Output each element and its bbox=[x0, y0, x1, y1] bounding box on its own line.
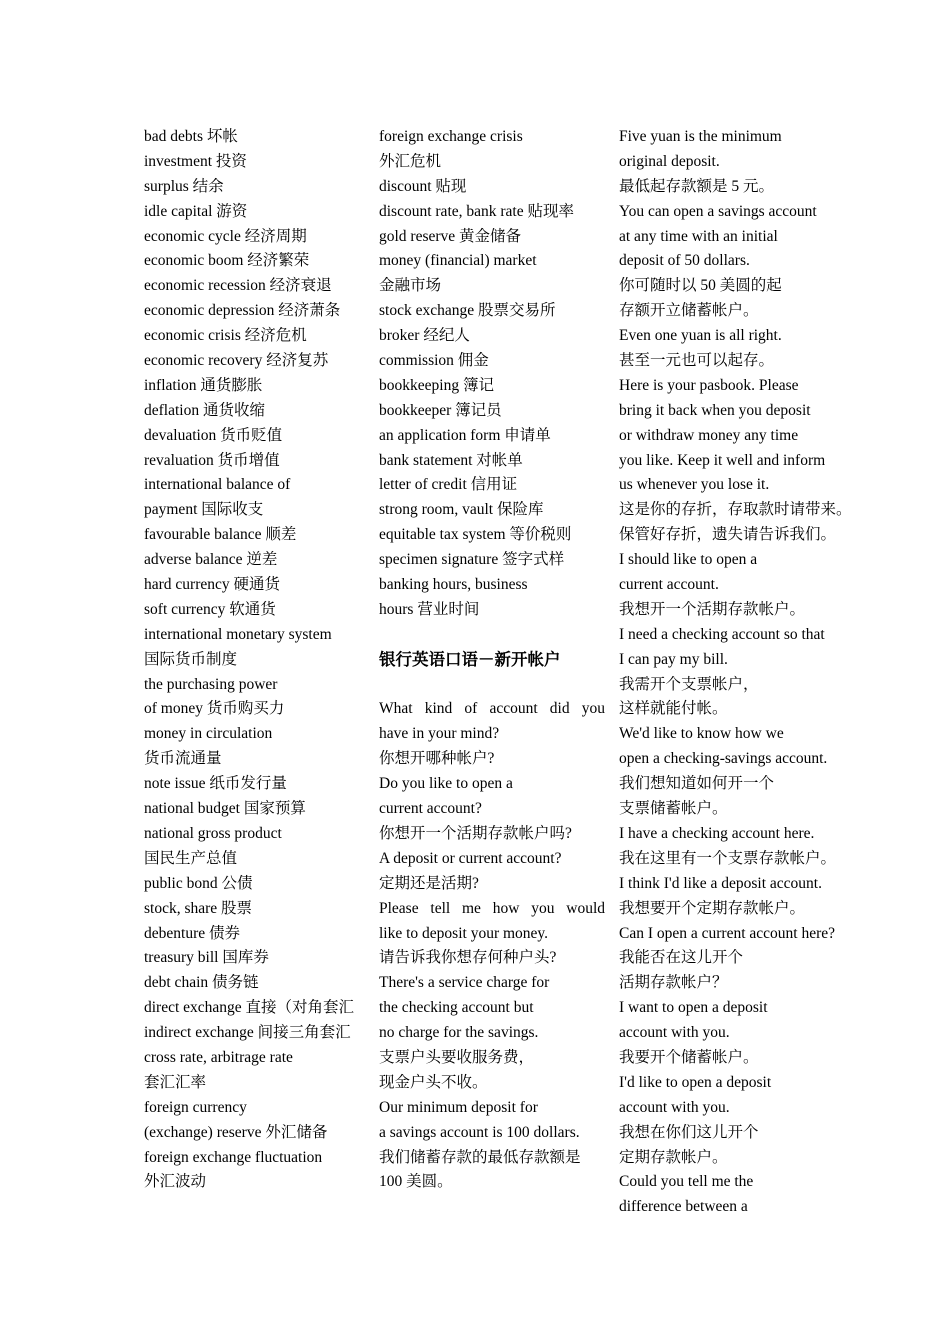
dialogue-line: deposit of 50 dollars. bbox=[619, 252, 750, 270]
dialogue-line: I need a checking account so that bbox=[619, 625, 825, 643]
dialogue-line: no charge for the savings. bbox=[379, 1024, 539, 1042]
glossary-entry: payment 国际收支 bbox=[144, 501, 264, 519]
dialogue-line: 我能否在这儿开个 bbox=[619, 949, 744, 967]
glossary-entry: 国民生产总值 bbox=[144, 849, 238, 867]
glossary-entry: foreign exchange fluctuation bbox=[144, 1148, 323, 1166]
glossary-entry: national gross product bbox=[144, 824, 282, 842]
dialogue-line: I should like to open a bbox=[619, 551, 758, 569]
dialogue-line: the checking account but bbox=[379, 999, 534, 1017]
glossary-entry: (exchange) reserve 外汇储备 bbox=[144, 1123, 328, 1141]
spacer bbox=[379, 673, 605, 698]
dialogue-line: 我想在你们这儿开个 bbox=[619, 1123, 759, 1141]
glossary-entry: international monetary system bbox=[144, 625, 332, 643]
dialogue-line: 我要开个储蓄帐户。 bbox=[619, 1048, 759, 1066]
dialogue-line: 你想开一个活期存款帐户吗? bbox=[379, 824, 572, 842]
dialogue-line: 存额开立储蓄帐户。 bbox=[619, 302, 759, 320]
glossary-entry: 金融市场 bbox=[379, 277, 442, 295]
column-2 bbox=[379, 125, 605, 1195]
dialogue-line: Our minimum deposit for bbox=[379, 1098, 538, 1116]
glossary-entry: economic recovery 经济复苏 bbox=[144, 352, 329, 370]
glossary-entry: gold reserve 黄金储备 bbox=[379, 227, 522, 245]
dialogue-line: difference between a bbox=[619, 1198, 748, 1216]
dialogue-line: 最低起存款额是 5 元。 bbox=[619, 177, 775, 195]
dialogue-line: Here is your pasbook. Please bbox=[619, 376, 799, 394]
dialogue-line: a savings account is 100 dollars. bbox=[379, 1123, 580, 1141]
glossary-entry: surplus 结余 bbox=[144, 177, 224, 195]
dialogue-line: 你想开哪种帐户? bbox=[379, 750, 495, 768]
glossary-entry: bookkeeping 簿记 bbox=[379, 376, 494, 394]
glossary-entry: stock, share 股票 bbox=[144, 899, 253, 917]
glossary-entry: national budget 国家预算 bbox=[144, 800, 306, 818]
glossary-entry: strong room, vault 保险库 bbox=[379, 501, 544, 519]
glossary-entry: of money 货币购买力 bbox=[144, 700, 285, 718]
glossary-entry: deflation 通货收缩 bbox=[144, 401, 265, 419]
glossary-entry: 国际货币制度 bbox=[144, 650, 238, 668]
dialogue-line: I have a checking account here. bbox=[619, 824, 815, 842]
dialogue-line: original deposit. bbox=[619, 152, 720, 170]
glossary-entry: favourable balance 顺差 bbox=[144, 526, 297, 544]
glossary-entry: inflation 通货膨胀 bbox=[144, 376, 263, 394]
dialogue-line: You can open a savings account bbox=[619, 202, 817, 220]
spacer bbox=[379, 623, 605, 648]
glossary-entry: hours 营业时间 bbox=[379, 600, 480, 618]
glossary-entry: commission 佣金 bbox=[379, 352, 489, 370]
dialogue-line: 我在这里有一个支票存款帐户。 bbox=[619, 849, 837, 867]
dialogue-line: 支票户头要收服务费， bbox=[379, 1048, 535, 1066]
dialogue-line: I can pay my bill. bbox=[619, 650, 728, 668]
dialogue-line: account with you. bbox=[619, 1024, 730, 1042]
dialogue-line: 100 美圆。 bbox=[379, 1173, 453, 1191]
glossary-entry: discount 贴现 bbox=[379, 177, 467, 195]
glossary-entry: stock exchange 股票交易所 bbox=[379, 302, 556, 320]
dialogue-line: like to deposit your money. bbox=[379, 924, 549, 942]
dialogue-line: 你可随时以 50 美圆的起 bbox=[619, 277, 782, 295]
dialogue-line: 请告诉我你想存何种户头? bbox=[379, 949, 557, 967]
dialogue-line: I'd like to open a deposit bbox=[619, 1073, 772, 1091]
glossary-entry: public bond 公债 bbox=[144, 874, 253, 892]
glossary-entry: economic depression 经济萧条 bbox=[144, 302, 341, 320]
glossary-entry: equitable tax system 等价税则 bbox=[379, 526, 572, 544]
dialogue-line: Even one yuan is all right. bbox=[619, 327, 782, 345]
dialogue-line: 支票储蓄帐户。 bbox=[619, 800, 728, 818]
glossary-entry: 外汇危机 bbox=[379, 152, 442, 170]
glossary-entry: bookkeeper 簿记员 bbox=[379, 401, 502, 419]
section-heading: 银行英语口语－新开帐户 bbox=[379, 649, 561, 669]
glossary-entry: bank statement 对帐单 bbox=[379, 451, 523, 469]
dialogue-line: bring it back when you deposit bbox=[619, 401, 811, 419]
glossary-entry: investment 投资 bbox=[144, 152, 247, 170]
dialogue-line: 活期存款帐户？ bbox=[619, 974, 728, 992]
glossary-entry: hard currency 硬通货 bbox=[144, 576, 281, 594]
glossary-entry: treasury bill 国库券 bbox=[144, 949, 269, 967]
glossary-entry: discount rate, bank rate 贴现率 bbox=[379, 202, 574, 220]
glossary-entry: revaluation 货币增值 bbox=[144, 451, 280, 469]
glossary-entry: note issue 纸币发行量 bbox=[144, 775, 287, 793]
glossary-entry: cross rate, arbitrage rate bbox=[144, 1048, 293, 1066]
glossary-entry: direct exchange 直接（对角套汇 bbox=[144, 999, 355, 1017]
glossary-entry: foreign exchange crisis bbox=[379, 128, 523, 145]
dialogue-line: or withdraw money any time bbox=[619, 426, 799, 444]
glossary-entry: bad debts 坏帐 bbox=[144, 128, 238, 145]
glossary-entry: letter of credit 信用证 bbox=[379, 476, 518, 494]
dialogue-line: Can I open a current account here? bbox=[619, 924, 836, 942]
glossary-entry: banking hours, business bbox=[379, 576, 528, 594]
glossary-entry: soft currency 软通货 bbox=[144, 600, 276, 618]
dialogue-phrases bbox=[379, 697, 605, 1195]
column-1 bbox=[144, 125, 372, 1195]
dialogue-line: I want to open a deposit bbox=[619, 999, 768, 1017]
dialogue-line: I think I'd like a deposit account. bbox=[619, 874, 822, 892]
glossary-entry: debenture 债券 bbox=[144, 924, 240, 942]
dialogue-line: A deposit or current account? bbox=[379, 849, 562, 867]
dialogue-line: 定期存款帐户。 bbox=[619, 1148, 728, 1166]
dialogue-line: 定期还是活期? bbox=[379, 874, 479, 892]
dialogue-line: open a checking-savings account. bbox=[619, 750, 828, 768]
dialogue-line: have in your mind? bbox=[379, 725, 500, 743]
dialogue-line: We'd like to know how we bbox=[619, 725, 784, 743]
glossary-entry: an application form 申请单 bbox=[379, 426, 551, 444]
glossary-entry: 货币流通量 bbox=[144, 750, 222, 768]
dialogue-line: What kind of account did you bbox=[379, 700, 605, 718]
glossary-entry: economic cycle 经济周期 bbox=[144, 227, 307, 245]
dialogue-line: 甚至一元也可以起存。 bbox=[619, 352, 775, 370]
glossary-entry: money in circulation bbox=[144, 725, 273, 743]
dialogue-line: Five yuan is the minimum bbox=[619, 128, 782, 145]
glossary-entry: the purchasing power bbox=[144, 675, 278, 693]
dialogue-line: 我需开个支票帐户， bbox=[619, 675, 759, 693]
dialogue-line: 我们储蓄存款的最低存款额是 bbox=[379, 1148, 581, 1166]
dialogue-line: current account. bbox=[619, 576, 719, 594]
glossary-entry: economic crisis 经济危机 bbox=[144, 327, 307, 345]
glossary-entry: devaluation 货币贬值 bbox=[144, 426, 283, 444]
glossary-entry: foreign currency bbox=[144, 1098, 247, 1116]
glossary-entry: 外汇波动 bbox=[144, 1173, 207, 1191]
glossary-entry: broker 经纪人 bbox=[379, 327, 470, 345]
glossary-entry: adverse balance 逆差 bbox=[144, 551, 278, 569]
dialogue-line: us whenever you lose it. bbox=[619, 476, 770, 494]
dialogue-line: you like. Keep it well and inform bbox=[619, 451, 826, 469]
dialogue-line: 保管好存折，遗失请告诉我们。 bbox=[619, 526, 837, 544]
dialogue-line: current account? bbox=[379, 800, 482, 818]
dialogue-line: Please tell me how you would bbox=[379, 899, 605, 917]
dialogue-line: at any time with an initial bbox=[619, 227, 778, 245]
glossary-entry: specimen signature 签字式样 bbox=[379, 551, 565, 569]
glossary-entry: idle capital 游资 bbox=[144, 202, 248, 220]
dialogue-line: 这是你的存折，存取款时请带来。 bbox=[619, 501, 852, 519]
glossary-entry: money (financial) market bbox=[379, 252, 537, 270]
glossary-entry: international balance of bbox=[144, 476, 291, 494]
dialogue-line: 我们想知道如何开一个 bbox=[619, 775, 775, 793]
dialogue-line: 我想开一个活期存款帐户。 bbox=[619, 600, 806, 618]
glossary-entry: economic recession 经济衰退 bbox=[144, 277, 332, 295]
dialogue-line: Do you like to open a bbox=[379, 775, 513, 793]
glossary-entry: debt chain 债务链 bbox=[144, 974, 259, 992]
dialogue-line: Could you tell me the bbox=[619, 1173, 754, 1191]
dialogue-line: 现金户头不收。 bbox=[379, 1073, 488, 1091]
glossary-entry: indirect exchange 间接三角套汇 bbox=[144, 1024, 351, 1042]
glossary-entry: 套汇汇率 bbox=[144, 1073, 207, 1091]
dialogue-line: account with you. bbox=[619, 1098, 730, 1116]
glossary-list-continued bbox=[379, 125, 605, 623]
dialogue-line: 我想要开个定期存款帐户。 bbox=[619, 899, 806, 917]
dialogue-line: 这样就能付帐。 bbox=[619, 700, 728, 718]
glossary-entry: economic boom 经济繁荣 bbox=[144, 252, 310, 270]
column-3 bbox=[619, 125, 919, 1220]
dialogue-line: There's a service charge for bbox=[379, 974, 550, 992]
